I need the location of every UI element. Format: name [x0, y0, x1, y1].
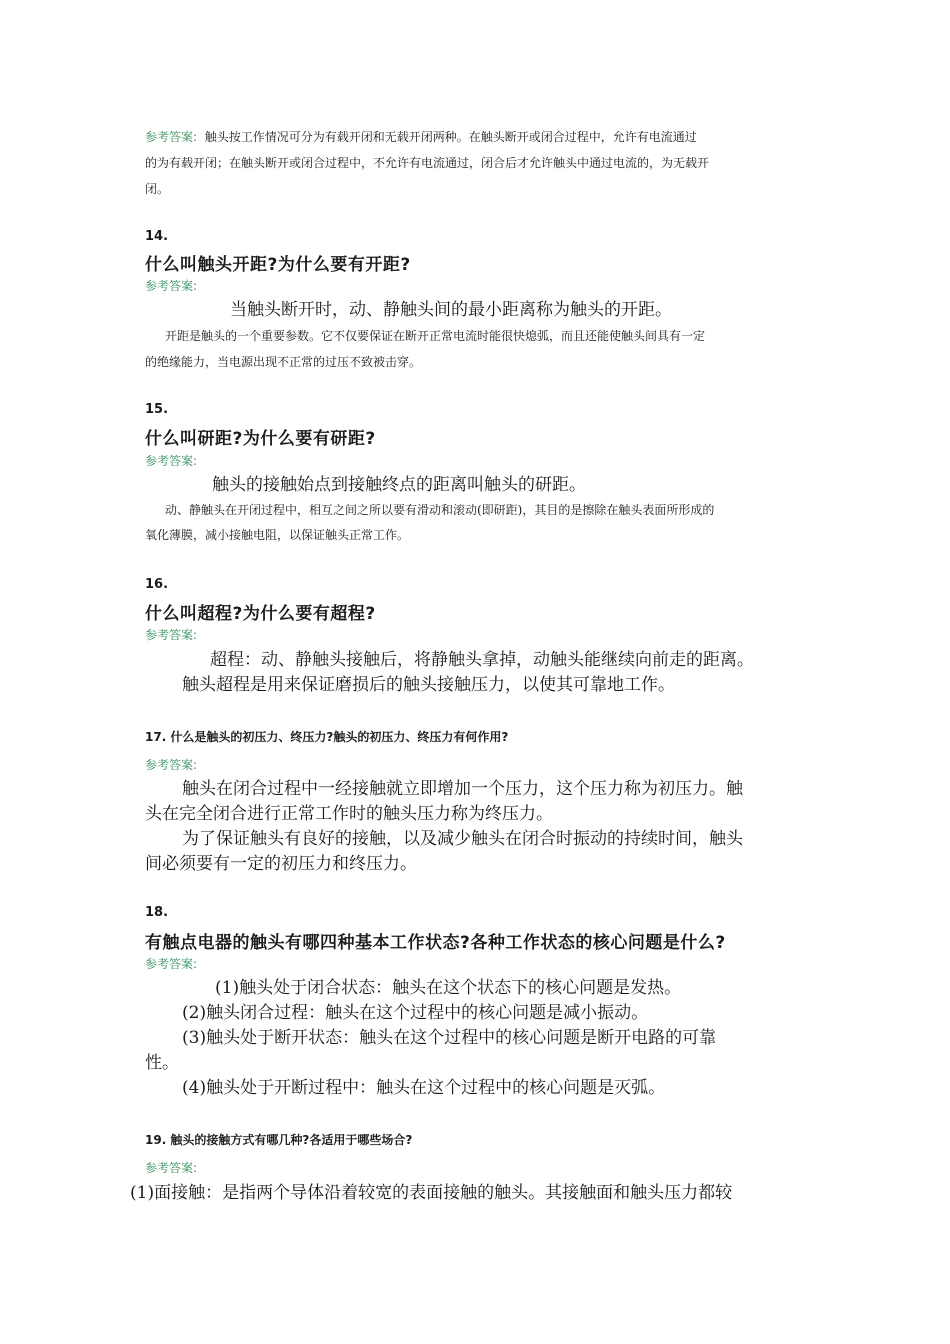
q13-answer-line-2: 的为有载开闭；在触头断开或闭合过程中，不允许有电流通过，闭合后才允许触头中通过电流的，为无载开: [145, 156, 710, 170]
answer-label: 参考答案:: [145, 130, 198, 144]
q17-line-4: 间必须要有一定的初压力和终压力。: [145, 854, 417, 874]
q16-line-1: 超程：动、静触头接触后，将静触头拿掉，动触头能继续向前走的距离。: [210, 650, 754, 670]
q17-question: 17. 什么是触头的初压力、终压力?触头的初压力、终压力有何作用?: [145, 730, 509, 744]
q15-detail-line-2: 氧化薄膜，减小接触电阻，以保证触头正常工作。: [145, 528, 410, 542]
q18-line-2: (2)触头闭合过程：触头在这个过程中的核心问题是减小振动。: [182, 1003, 649, 1023]
q16-answer-label: 参考答案:: [145, 628, 198, 642]
q18-question: 有触点电器的触头有哪四种基本工作状态?各种工作状态的核心问题是什么?: [145, 933, 726, 953]
q18-line-1: (1)触头处于闭合状态：触头在这个状态下的核心问题是发热。: [215, 978, 682, 998]
q19-line-1: (1)面接触：是指两个导体沿着较宽的表面接触的触头。其接触面和触头压力都较: [130, 1183, 733, 1203]
q14-number: 14.: [145, 229, 169, 244]
q14-question: 什么叫触头开距?为什么要有开距?: [145, 255, 411, 275]
q15-main-line: 触头的接触始点到接触终点的距离叫触头的研距。: [212, 475, 586, 495]
q15-answer-label: 参考答案:: [145, 454, 198, 468]
q14-detail-line-2: 的绝缘能力，当电源出现不正常的过压不致被击穿。: [145, 355, 422, 369]
q18-line-5: (4)触头处于开断过程中：触头在这个过程中的核心问题是灭弧。: [182, 1078, 666, 1098]
q16-number: 16.: [145, 577, 169, 592]
q15-detail-line-1: 动、静触头在开闭过程中，相互之间之所以要有滑动和滚动(即研距)，其目的是擦除在触头表面所形成的: [165, 503, 715, 517]
q13-answer-line-1: 触头按工作情况可分为有载开闭和无载开闭两种。在触头断开或闭合过程中，允许有电流通过: [204, 130, 697, 144]
q17-line-1: 触头在闭合过程中一经接触就立即增加一个压力，这个压力称为初压力。触: [182, 779, 743, 799]
q18-answer-label: 参考答案:: [145, 957, 198, 971]
q14-detail-line-1: 开距是触头的一个重要参数。它不仅要保证在断开正常电流时能很快熄弧，而且还能使触头间具有一定: [165, 329, 706, 343]
q15-question: 什么叫研距?为什么要有研距?: [145, 429, 376, 449]
q17-answer-label: 参考答案:: [145, 758, 198, 772]
q17-line-2: 头在完全闭合进行正常工作时的触头压力称为终压力。: [145, 804, 553, 824]
q13-answer-line-3: 闭。: [145, 182, 170, 196]
q18-line-3: (3)触头处于断开状态：触头在这个过程中的核心问题是断开电路的可靠: [182, 1028, 717, 1048]
q19-answer-label: 参考答案:: [145, 1161, 198, 1175]
q16-question: 什么叫超程?为什么要有超程?: [145, 604, 376, 624]
q14-main-line: 当触头断开时，动、静触头间的最小距离称为触头的开距。: [230, 300, 672, 320]
q19-question: 19. 触头的接触方式有哪几种?各适用于哪些场合?: [145, 1133, 413, 1147]
q15-number: 15.: [145, 402, 169, 417]
q17-line-3: 为了保证触头有良好的接触，以及减少触头在闭合时振动的持续时间，触头: [182, 829, 743, 849]
q18-number: 18.: [145, 905, 169, 920]
q14-answer-label: 参考答案:: [145, 279, 198, 293]
q18-line-4: 性。: [145, 1053, 179, 1073]
q16-line-2: 触头超程是用来保证磨损后的触头接触压力，以使其可靠地工作。: [182, 675, 675, 695]
